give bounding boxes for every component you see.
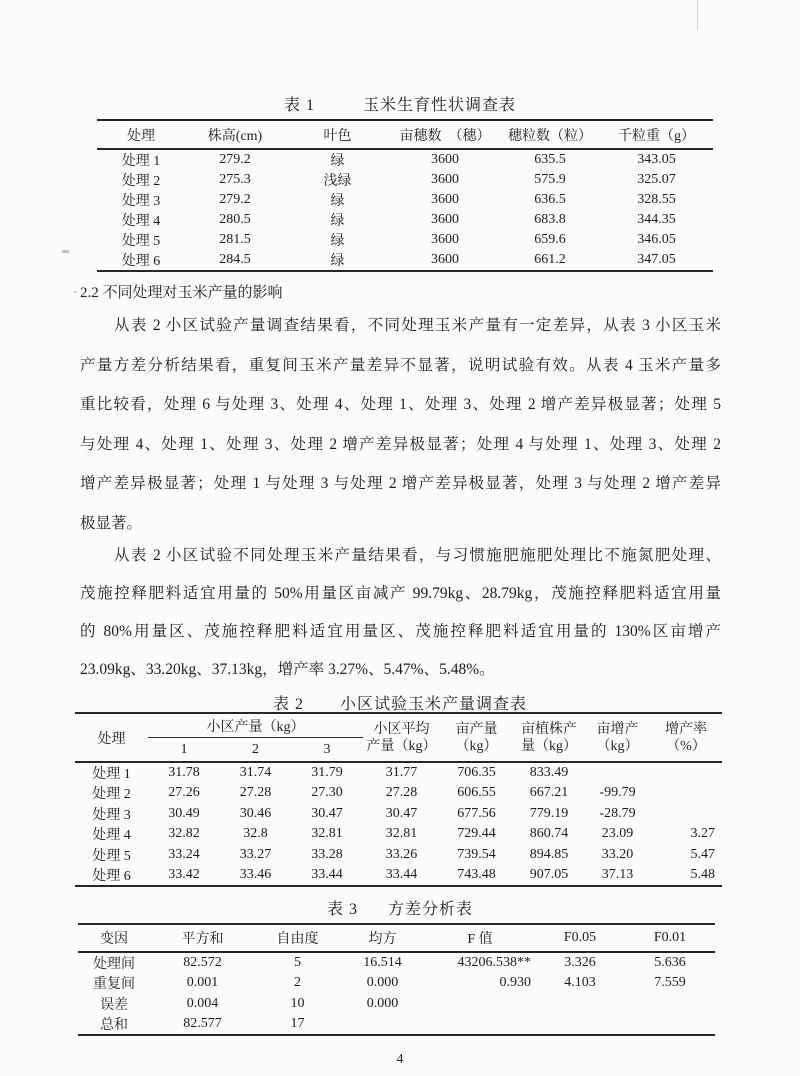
table-cell: 667.21 [529, 785, 569, 801]
table-cell: 33.44 [311, 867, 343, 882]
table-cell: 32.8 [243, 826, 268, 842]
table-cell: 779.19 [529, 805, 569, 821]
table-cell [425, 994, 535, 1015]
table-cell: 706.35 [457, 765, 496, 780]
table3-title [0, 896, 800, 919]
table-cell: 82.577 [183, 1016, 222, 1031]
column-header: 1 [148, 738, 220, 763]
table-cell: 30.47 [385, 805, 418, 821]
table-cell: 33.27 [239, 846, 272, 862]
table-cell: 重复间 [93, 977, 135, 993]
table-cell: 5 [294, 955, 301, 970]
table-cell: 0.004 [186, 995, 219, 1011]
table-row [97, 190, 713, 210]
header-line: 产量（kg） [366, 738, 437, 754]
table-cell: 0.930 [499, 975, 531, 991]
table-row [97, 149, 713, 170]
header-line: 亩产量 [455, 721, 498, 737]
paragraph [80, 537, 721, 689]
text-line: 产量方差分析结果看，重复间玉米产量差异不显著，说明试验有效。从表 4 玉米产量多 [80, 356, 721, 374]
table-cell: 659.6 [534, 232, 566, 247]
text-line: 与处理 4、处理 1、处理 3、处理 2 增产差异极显著；处理 4 与处理 1、处理 3、处理 2 [80, 435, 721, 453]
table-row [75, 845, 722, 866]
table-cell: 833.49 [529, 765, 569, 780]
column-header: 3 [291, 738, 363, 763]
header-line: 亩增产 [596, 721, 639, 737]
table-cell: 575.9 [534, 172, 566, 187]
table-cell: 27.26 [168, 785, 200, 801]
table-cell: 处理 5 [121, 234, 161, 249]
column-header: 千粒重（g） [600, 120, 713, 149]
table-row [97, 170, 713, 190]
table2-plot-yield [75, 712, 722, 887]
table-cell [650, 762, 722, 783]
table-cell: 30.46 [239, 805, 272, 821]
table-cell: 275.3 [219, 172, 251, 187]
table3-header [78, 924, 715, 952]
section-heading: 2.2 不同处理对玉米产量的影响 [80, 285, 283, 301]
text-line: 从表 2 小区试验产量调查结果看，不同处理玉米产量有一定差异，从表 3 小区玉米 [114, 317, 721, 334]
table-cell: 33.20 [601, 846, 634, 862]
table3-title-text: 方差分析表 [388, 901, 474, 918]
table1-header [97, 120, 713, 149]
table-cell [585, 762, 650, 783]
table-cell: 347.05 [637, 252, 676, 267]
table-cell: 743.48 [457, 867, 496, 882]
table-row [97, 230, 713, 250]
table-cell: 343.05 [637, 152, 676, 167]
text-line: 从表 2 小区试验不同处理玉米产量结果看，与习惯施肥施肥处理比不施氮肥处理、 [114, 547, 721, 564]
table-row [97, 250, 713, 271]
table-cell: 0.000 [366, 975, 399, 991]
table-row [78, 952, 715, 973]
table-cell: 279.2 [219, 152, 251, 167]
table-cell: 处理 3 [92, 807, 131, 823]
text-line: 重比较看，处理 6 与处理 3、处理 4、处理 1、处理 3、处理 2 增产差异极显著；处理 5 [80, 396, 721, 413]
header-line: 增产率 [665, 721, 708, 737]
table2-title-text: 小区试验玉米产量调查表 [340, 696, 528, 713]
column-header: F0.01 [625, 924, 715, 952]
column-header: 均方 [340, 924, 425, 952]
table-cell: 处理 4 [92, 828, 131, 844]
table-cell: 279.2 [219, 192, 251, 207]
table-cell: 浅绿 [323, 174, 352, 189]
table-cell: 绿 [330, 194, 345, 209]
text-line: 增产差异极显著；处理 1 与处理 3 与处理 2 增产差异极显著，处理 3 与处理 2 增产差异 [80, 475, 721, 492]
table-cell: 处理 6 [92, 869, 131, 884]
table-header-row [97, 120, 713, 149]
table-cell: 346.05 [637, 232, 676, 247]
table-cell: 7.559 [654, 975, 686, 991]
table2-header [75, 713, 722, 762]
page-number: 4 [396, 1051, 404, 1066]
table1-title-text: 玉米生育性状调查表 [363, 97, 517, 114]
table-cell: 636.5 [534, 192, 566, 207]
column-header [650, 713, 722, 762]
header-line: 亩植株产 [521, 721, 578, 737]
column-header [513, 713, 585, 762]
column-header: 变因 [78, 924, 150, 952]
table-header-row [75, 713, 722, 738]
table-cell: 10 [290, 995, 305, 1011]
table-cell: 27.30 [311, 785, 343, 801]
table-cell: 17 [290, 1016, 305, 1031]
column-header: 自由度 [255, 924, 340, 952]
table-cell [650, 783, 722, 804]
table-cell: 23.09 [601, 826, 634, 842]
table-cell: 43206.538** [457, 955, 531, 970]
table2-title [0, 691, 800, 714]
table3-anova [78, 923, 715, 1036]
table-cell: 606.55 [457, 785, 496, 801]
text-line: 茂施控释肥料适宜用量的 50%用量区亩减产 99.79kg、28.79kg，茂施控释肥料适宜用量 [80, 585, 721, 602]
table-cell: 635.5 [534, 152, 566, 167]
column-header: 平方和 [150, 924, 255, 952]
table-cell: 33.24 [168, 846, 200, 862]
table-cell: 280.5 [219, 212, 251, 227]
table-cell: 处理 6 [121, 254, 161, 269]
table-cell: 677.56 [457, 805, 496, 821]
table1-title-label: 表 1 [283, 97, 315, 114]
table-cell: 32.82 [168, 826, 200, 842]
table1-growth-traits [97, 119, 713, 272]
table-cell: 0.000 [366, 995, 399, 1011]
table-cell: 误差 [100, 997, 128, 1013]
column-header: 处理 [75, 713, 148, 762]
table-cell: 729.44 [457, 826, 496, 842]
table-cell: 绿 [330, 214, 345, 229]
table-cell: 31.77 [385, 765, 418, 780]
table-cell: 总和 [100, 1018, 128, 1033]
table-row [75, 762, 722, 783]
text-line: 极显著。 [80, 514, 143, 532]
column-group-header: 小区产量（kg） [148, 713, 363, 738]
table-cell: 82.572 [183, 955, 222, 970]
table-row [97, 210, 713, 230]
table-cell: 0.001 [186, 975, 219, 991]
table-cell: 33.44 [385, 867, 418, 882]
table-cell: 3.27 [690, 826, 716, 842]
table-cell: 683.8 [534, 212, 566, 227]
table-cell: -99.79 [599, 785, 636, 801]
table-cell: 31.74 [239, 765, 272, 780]
table-row [75, 865, 722, 886]
column-header: F0.05 [535, 924, 625, 952]
table-cell: 30.49 [168, 805, 200, 821]
table1-title [0, 92, 800, 115]
table-cell: 27.28 [385, 785, 418, 801]
header-line: （kg） [455, 738, 498, 754]
table-cell: 281.5 [219, 232, 251, 247]
table-cell [650, 804, 722, 825]
table-cell: 3600 [431, 252, 459, 267]
table-cell: 344.35 [637, 212, 676, 227]
column-header: 处理 [97, 120, 185, 149]
column-header [585, 713, 650, 762]
table-cell: 907.05 [529, 867, 569, 882]
table-cell: 处理 1 [121, 154, 161, 169]
table2-body [75, 762, 722, 886]
column-header [440, 713, 513, 762]
table-cell: 31.79 [311, 765, 343, 780]
table-cell: 27.28 [239, 785, 272, 801]
table-cell: 31.78 [168, 765, 200, 780]
table-row [78, 973, 715, 994]
column-header: 2 [220, 738, 291, 763]
table-cell: 33.46 [239, 867, 272, 882]
table-cell: 3600 [431, 232, 459, 247]
scan-artifact-dash [62, 250, 69, 253]
table1-body [97, 149, 713, 271]
table-cell: 5.48 [690, 867, 716, 882]
table-cell: 661.2 [534, 252, 566, 267]
table-cell: 328.55 [637, 192, 676, 207]
table-cell [625, 1014, 715, 1035]
table-cell: 30.47 [311, 805, 343, 821]
table-cell: -28.79 [599, 805, 636, 821]
table-row [75, 783, 722, 804]
table-cell: 绿 [330, 254, 345, 269]
table-cell [535, 1014, 625, 1035]
header-line: （%） [666, 738, 706, 754]
table-cell: 33.26 [385, 846, 418, 862]
table-cell: 3600 [431, 152, 459, 167]
table-cell: 16.514 [363, 955, 402, 970]
table-cell: 894.85 [529, 846, 569, 862]
table-row [75, 824, 722, 845]
scan-artifact-line [697, 0, 698, 30]
table-cell: 37.13 [601, 867, 634, 882]
table-cell: 32.81 [385, 826, 418, 842]
table-cell: 32.81 [311, 826, 343, 842]
table-cell: 处理 5 [92, 848, 131, 864]
table-row [78, 1014, 715, 1035]
table-cell: 5.636 [654, 955, 686, 970]
column-header: 亩穗数 （穗） [390, 120, 500, 149]
table-header-row [78, 924, 715, 952]
table-cell: 3600 [431, 212, 459, 227]
text-line: 的 80%用量区、茂施控释肥料适宜用量区、茂施控释肥料适宜用量的 130%区亩增产 [80, 623, 721, 640]
table-cell [425, 1014, 535, 1035]
table-cell: 处理间 [93, 957, 135, 972]
table-row [75, 804, 722, 825]
table-cell: 33.28 [311, 846, 343, 862]
column-header: 穗粒数（粒） [500, 120, 600, 149]
table-cell: 2 [294, 975, 301, 991]
table-cell: 325.07 [637, 172, 676, 187]
table3-title-label: 表 3 [326, 901, 358, 918]
column-header: 株高(cm) [185, 120, 285, 149]
table-cell: 3600 [431, 172, 459, 187]
table2-title-label: 表 2 [272, 696, 304, 713]
table-cell: 860.74 [529, 826, 569, 842]
table-cell: 处理 1 [92, 767, 131, 782]
table-cell: 3.326 [564, 955, 596, 970]
table-cell: 绿 [330, 234, 345, 249]
table-cell: 处理 2 [92, 787, 131, 803]
table-cell: 284.5 [219, 252, 251, 267]
table-cell: 5.47 [690, 846, 716, 862]
table-cell: 处理 4 [121, 214, 161, 229]
header-line: 量（kg） [521, 738, 578, 754]
column-header: F 值 [425, 924, 535, 952]
column-header: 叶色 [285, 120, 390, 149]
header-line: （kg） [596, 738, 639, 754]
table-cell: 4.103 [564, 975, 596, 991]
text-line: 23.09kg、33.20kg、37.13kg，增产率 3.27%、5.47%、5.48%。 [80, 661, 495, 678]
paragraph [80, 306, 721, 543]
table-cell [340, 1014, 425, 1035]
table-cell: 739.54 [457, 846, 496, 862]
table-cell [625, 994, 715, 1015]
table-cell [535, 994, 625, 1015]
header-line: 小区平均 [373, 721, 430, 737]
table-cell: 处理 3 [121, 194, 161, 209]
column-header [363, 713, 440, 762]
table-cell: 3600 [431, 192, 459, 207]
table-row [78, 994, 715, 1015]
table-cell: 处理 2 [121, 174, 161, 189]
table-cell: 绿 [330, 154, 345, 169]
table3-body [78, 952, 715, 1035]
scan-artifact-speck [73, 291, 77, 293]
table-cell: 33.42 [168, 867, 200, 882]
